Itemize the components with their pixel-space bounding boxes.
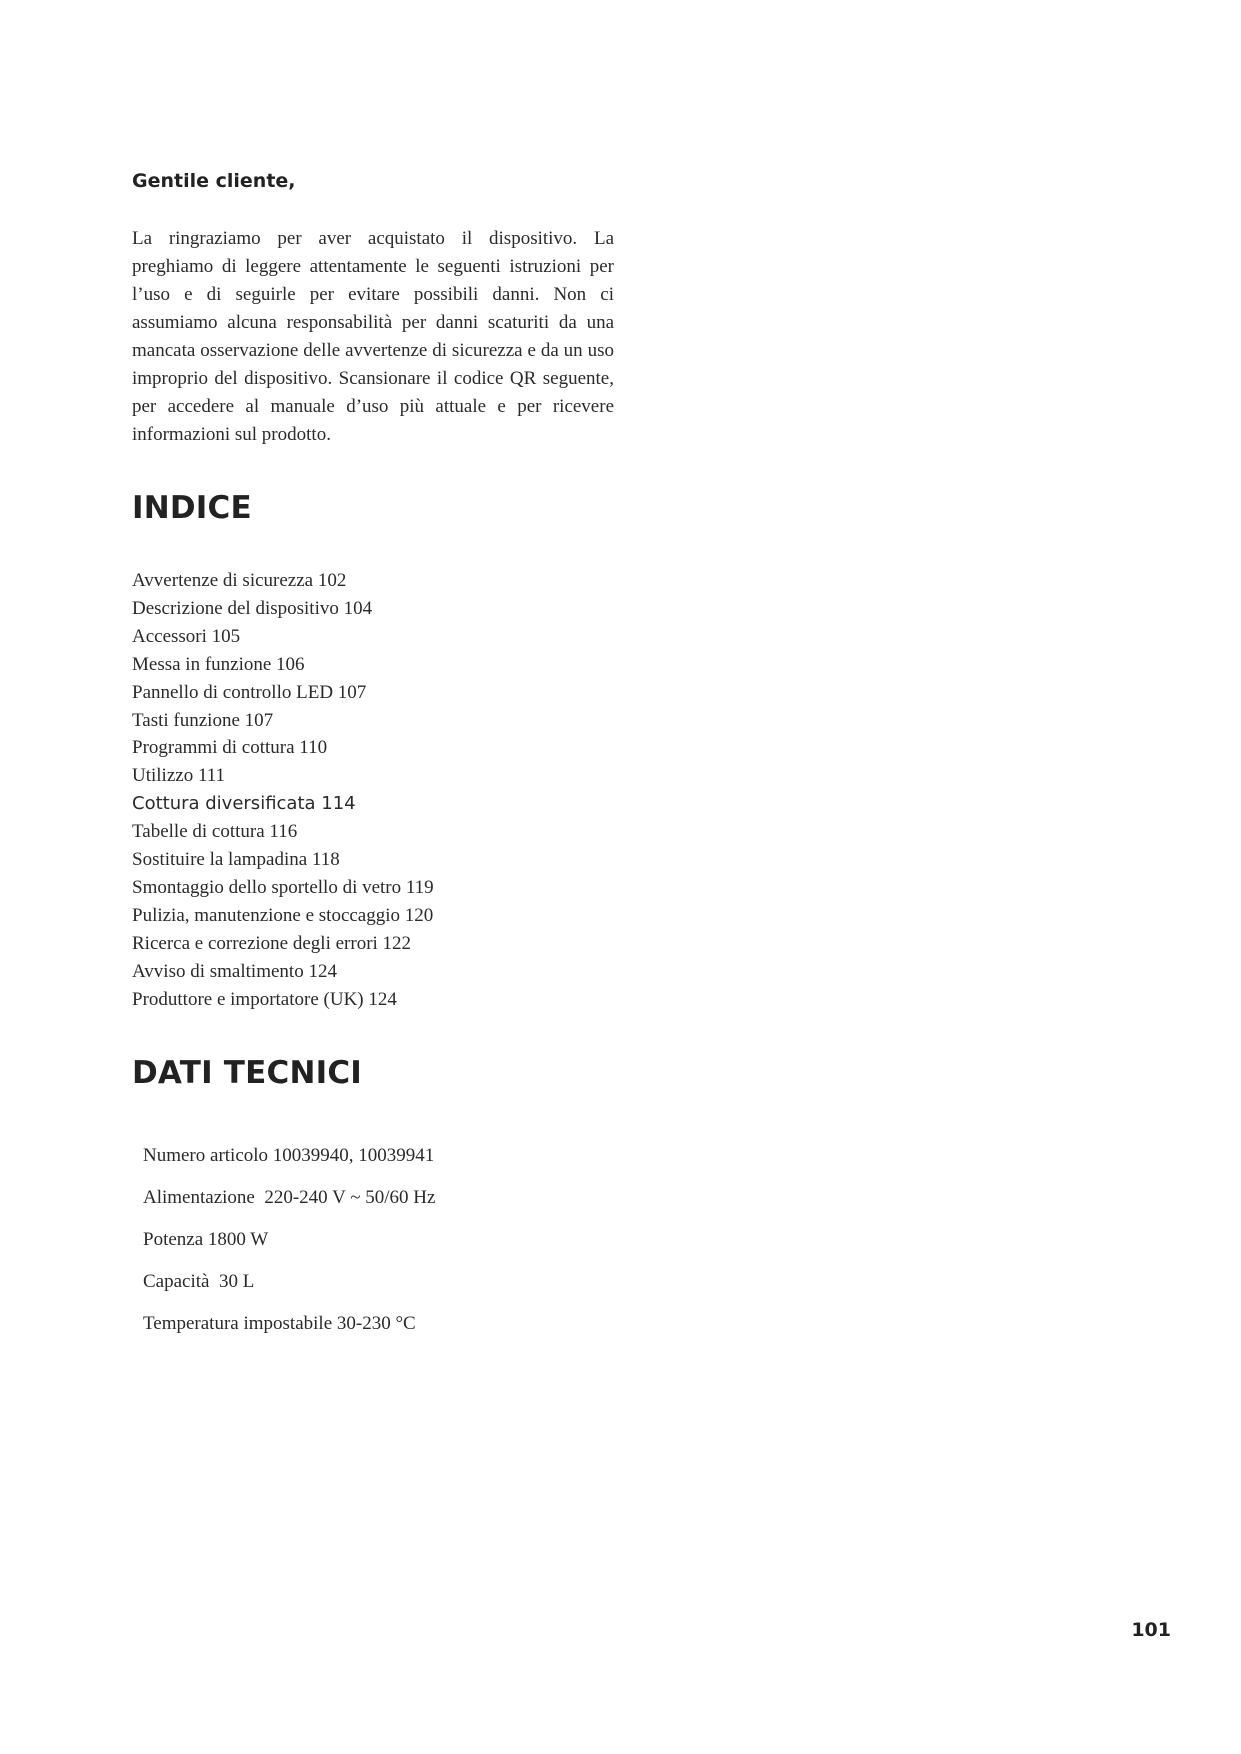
toc-item: Pulizia, manutenzione e stoccaggio 120 [132, 904, 434, 926]
technical-data-heading: DATI TECNICI [132, 1055, 363, 1091]
technical-data-list [143, 1143, 435, 1353]
table-of-contents [132, 567, 434, 1014]
spec-item: Potenza 1800 W [143, 1229, 269, 1250]
toc-item: Sostituire la lampadina 118 [132, 849, 340, 871]
toc-item: Avviso di smaltimento 124 [132, 960, 337, 982]
toc-item: Messa in funzione 106 [132, 653, 305, 675]
toc-item: Smontaggio dello sportello di vetro 119 [132, 876, 434, 898]
toc-item: Tasti funzione 107 [132, 709, 274, 731]
toc-item: Pannello di controllo LED 107 [132, 681, 367, 703]
toc-item: Avvertenze di sicurezza 102 [132, 570, 347, 591]
page-number: 101 [1131, 1619, 1171, 1641]
index-heading: INDICE [132, 490, 252, 526]
toc-item: Tabelle di cottura 116 [132, 821, 298, 843]
toc-item: Descrizione del dispositivo 104 [132, 597, 373, 619]
toc-item: Ricerca e correzione degli errori 122 [132, 932, 412, 954]
intro-paragraph: La ringraziamo per aver acquistato il dispositivo. La preghiamo di leggere attentamente le seguenti istruzioni per l’uso e di seguirle per evitare possibili danni. Non ci assumiamo alcuna responsabilità per danni scaturiti da una mancata osservazione delle avvertenze di sicurezza e da un uso improprio del dispositivo. Scansionare il codice QR seguente, per accedere al manuale d’uso più attuale e per ricevere informazioni sul prodotto. [132, 228, 614, 445]
spec-item: Alimentazione 220-240 V ~ 50/60 Hz [143, 1187, 436, 1208]
greeting: Gentile cliente, [132, 170, 296, 192]
toc-item: Produttore e importatore (UK) 124 [132, 988, 397, 1010]
toc-item: Accessori 105 [132, 625, 241, 647]
toc-item: Cottura diversificata 114 [132, 793, 356, 815]
spec-item: Numero articolo 10039940, 10039941 [143, 1145, 435, 1166]
spec-item: Temperatura impostabile 30-230 °C [143, 1313, 416, 1334]
toc-item: Programmi di cottura 110 [132, 737, 328, 759]
toc-item: Utilizzo 111 [132, 765, 226, 787]
spec-item: Capacità 30 L [143, 1271, 255, 1292]
